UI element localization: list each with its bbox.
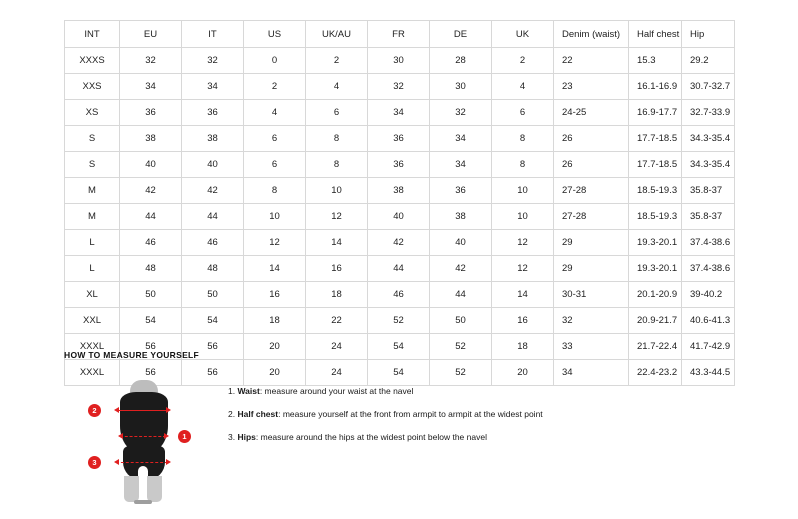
cell-eu: 48: [120, 256, 182, 282]
cell-de: 28: [430, 48, 492, 74]
cell-half-chest: 17.7-18.5: [629, 152, 682, 178]
cell-de: 40: [430, 230, 492, 256]
cell-it: 40: [182, 152, 244, 178]
cell-de: 30: [430, 74, 492, 100]
cell-us: 20: [244, 334, 306, 360]
cell-uk: 14: [492, 282, 554, 308]
cell-uk: 4: [492, 74, 554, 100]
cell-denim-waist: 27-28: [554, 178, 629, 204]
hips-measure-line: [116, 462, 168, 463]
cell-fr: 32: [368, 74, 430, 100]
waist-arrow-right: [164, 433, 169, 439]
cell-it: 48: [182, 256, 244, 282]
cell-fr: 52: [368, 308, 430, 334]
cell-de: 34: [430, 126, 492, 152]
cell-it: 42: [182, 178, 244, 204]
cell-fr: 34: [368, 100, 430, 126]
cell-hip: 37.4-38.6: [682, 230, 735, 256]
cell-uk-au: 24: [306, 334, 368, 360]
column-header-eu: EU: [120, 21, 182, 48]
instruction-half-chest-text: : measure yourself at the front from armpit to armpit at the widest point: [278, 409, 543, 420]
mannequin-leg-right: [147, 476, 162, 502]
cell-half-chest: 19.3-20.1: [629, 230, 682, 256]
column-header-uk-au: UK/AU: [306, 21, 368, 48]
cell-int: XL: [65, 282, 120, 308]
cell-hip: 32.7-33.9: [682, 100, 735, 126]
cell-uk: 18: [492, 334, 554, 360]
column-header-it: IT: [182, 21, 244, 48]
how-to-measure-title: HOW TO MEASURE YOURSELF: [64, 350, 200, 360]
cell-fr: 42: [368, 230, 430, 256]
cell-uk: 12: [492, 256, 554, 282]
cell-int: XXXS: [65, 48, 120, 74]
instruction-waist: [228, 386, 543, 396]
cell-uk-au: 8: [306, 126, 368, 152]
waist-arrow-left: [118, 433, 123, 439]
instruction-waist-text: : measure around your waist at the navel: [259, 386, 414, 396]
cell-hip: 41.7-42.9: [682, 334, 735, 360]
cell-it: 54: [182, 308, 244, 334]
cell-uk: 2: [492, 48, 554, 74]
cell-eu: 42: [120, 178, 182, 204]
mannequin-leg-left: [124, 476, 139, 502]
cell-half-chest: 18.5-19.3: [629, 204, 682, 230]
cell-us: 20: [244, 360, 306, 386]
cell-half-chest: 21.7-22.4: [629, 334, 682, 360]
table-body: [65, 48, 735, 386]
cell-denim-waist: 24-25: [554, 100, 629, 126]
how-to-measure-body: [64, 374, 744, 504]
cell-uk-au: 18: [306, 282, 368, 308]
cell-hip: 35.8-37: [682, 204, 735, 230]
cell-int: XXXL: [65, 334, 120, 360]
mannequin-stand: [134, 500, 152, 504]
cell-fr: 44: [368, 256, 430, 282]
column-header-half-chest: Half chest: [629, 21, 682, 48]
table-row: [65, 100, 735, 126]
instruction-half-chest-term: Half chest: [237, 409, 279, 420]
cell-fr: 40: [368, 204, 430, 230]
cell-int: M: [65, 204, 120, 230]
cell-uk-au: 12: [306, 204, 368, 230]
cell-us: 14: [244, 256, 306, 282]
cell-half-chest: 15.3: [629, 48, 682, 74]
measure-instructions: [228, 374, 543, 456]
cell-half-chest: 16.1-16.9: [629, 74, 682, 100]
column-header-denim-waist: Denim (waist): [554, 21, 629, 48]
cell-fr: 36: [368, 126, 430, 152]
cell-eu: 40: [120, 152, 182, 178]
badge-half-chest: 2: [88, 404, 101, 417]
cell-hip: 40.6-41.3: [682, 308, 735, 334]
cell-it: 46: [182, 230, 244, 256]
cell-int: XXXL: [65, 360, 120, 386]
cell-de: 38: [430, 204, 492, 230]
cell-half-chest: 22.4-23.2: [629, 360, 682, 386]
mannequin-body: [120, 392, 168, 454]
cell-denim-waist: 30-31: [554, 282, 629, 308]
half-chest-arrow-right: [166, 407, 171, 413]
half-chest-arrow-left: [114, 407, 119, 413]
badge-hips: 3: [88, 456, 101, 469]
cell-hip: 29.2: [682, 48, 735, 74]
table-row: [65, 48, 735, 74]
cell-us: 10: [244, 204, 306, 230]
cell-fr: 30: [368, 48, 430, 74]
cell-uk: 8: [492, 126, 554, 152]
column-header-de: DE: [430, 21, 492, 48]
column-header-us: US: [244, 21, 306, 48]
cell-de: 52: [430, 334, 492, 360]
cell-us: 0: [244, 48, 306, 74]
cell-int: XXS: [65, 74, 120, 100]
cell-int: L: [65, 230, 120, 256]
cell-eu: 46: [120, 230, 182, 256]
cell-it: 36: [182, 100, 244, 126]
cell-half-chest: 20.9-21.7: [629, 308, 682, 334]
table-row: [65, 126, 735, 152]
cell-denim-waist: 33: [554, 334, 629, 360]
cell-int: S: [65, 152, 120, 178]
column-header-int: INT: [65, 21, 120, 48]
cell-int: M: [65, 178, 120, 204]
cell-hip: 35.8-37: [682, 178, 735, 204]
instruction-hips-number: 3.: [228, 432, 236, 443]
cell-int: XXL: [65, 308, 120, 334]
cell-denim-waist: 26: [554, 126, 629, 152]
cell-uk: 16: [492, 308, 554, 334]
cell-it: 44: [182, 204, 244, 230]
badge-waist: 1: [178, 430, 191, 443]
cell-uk-au: 14: [306, 230, 368, 256]
cell-hip: 37.4-38.6: [682, 256, 735, 282]
cell-half-chest: 16.9-17.7: [629, 100, 682, 126]
cell-de: 32: [430, 100, 492, 126]
cell-hip: 34.3-35.4: [682, 126, 735, 152]
cell-hip: 39-40.2: [682, 282, 735, 308]
cell-denim-waist: 22: [554, 48, 629, 74]
cell-us: 16: [244, 282, 306, 308]
cell-eu: 32: [120, 48, 182, 74]
cell-us: 6: [244, 152, 306, 178]
how-to-measure-section: [64, 350, 744, 504]
cell-half-chest: 20.1-20.9: [629, 282, 682, 308]
cell-denim-waist: 23: [554, 74, 629, 100]
mannequin-torso: [114, 380, 172, 500]
cell-eu: 54: [120, 308, 182, 334]
cell-it: 32: [182, 48, 244, 74]
cell-fr: 54: [368, 360, 430, 386]
cell-int: S: [65, 126, 120, 152]
cell-hip: 34.3-35.4: [682, 152, 735, 178]
cell-eu: 44: [120, 204, 182, 230]
cell-de: 42: [430, 256, 492, 282]
size-chart-container: [64, 20, 734, 386]
column-header-uk: UK: [492, 21, 554, 48]
cell-de: 34: [430, 152, 492, 178]
cell-de: 52: [430, 360, 492, 386]
cell-fr: 36: [368, 152, 430, 178]
hips-arrow-left: [114, 459, 119, 465]
table-row: [65, 308, 735, 334]
cell-us: 2: [244, 74, 306, 100]
cell-hip: 43.3-44.5: [682, 360, 735, 386]
cell-eu: 36: [120, 100, 182, 126]
cell-eu: 56: [120, 360, 182, 386]
cell-denim-waist: 29: [554, 230, 629, 256]
table-row: [65, 152, 735, 178]
cell-us: 4: [244, 100, 306, 126]
hips-arrow-right: [166, 459, 171, 465]
waist-measure-line: [120, 436, 166, 437]
cell-it: 56: [182, 360, 244, 386]
cell-uk-au: 10: [306, 178, 368, 204]
cell-uk-au: 4: [306, 74, 368, 100]
cell-uk-au: 2: [306, 48, 368, 74]
cell-eu: 34: [120, 74, 182, 100]
cell-int: L: [65, 256, 120, 282]
cell-half-chest: 17.7-18.5: [629, 126, 682, 152]
cell-denim-waist: 29: [554, 256, 629, 282]
column-header-hip: Hip: [682, 21, 735, 48]
cell-us: 12: [244, 230, 306, 256]
table-row: [65, 74, 735, 100]
cell-uk-au: 8: [306, 152, 368, 178]
cell-half-chest: 18.5-19.3: [629, 178, 682, 204]
table-row: [65, 204, 735, 230]
cell-hip: 30.7-32.7: [682, 74, 735, 100]
cell-eu: 38: [120, 126, 182, 152]
cell-it: 34: [182, 74, 244, 100]
instruction-half-chest-number: 2.: [228, 409, 236, 420]
cell-de: 50: [430, 308, 492, 334]
cell-it: 56: [182, 334, 244, 360]
cell-uk-au: 16: [306, 256, 368, 282]
cell-us: 6: [244, 126, 306, 152]
cell-denim-waist: 32: [554, 308, 629, 334]
cell-denim-waist: 34: [554, 360, 629, 386]
instruction-hips: [228, 432, 543, 442]
cell-de: 36: [430, 178, 492, 204]
table-row: [65, 178, 735, 204]
mannequin-illustration: [86, 374, 206, 504]
cell-uk-au: 24: [306, 360, 368, 386]
cell-us: 8: [244, 178, 306, 204]
table-row: [65, 282, 735, 308]
cell-uk: 12: [492, 230, 554, 256]
half-chest-measure-line: [116, 410, 168, 411]
table-row: [65, 230, 735, 256]
cell-de: 44: [430, 282, 492, 308]
cell-uk-au: 6: [306, 100, 368, 126]
cell-us: 18: [244, 308, 306, 334]
cell-uk: 10: [492, 204, 554, 230]
cell-denim-waist: 26: [554, 152, 629, 178]
cell-uk: 8: [492, 152, 554, 178]
cell-eu: 50: [120, 282, 182, 308]
table-header-row: [65, 21, 735, 48]
cell-fr: 46: [368, 282, 430, 308]
cell-fr: 38: [368, 178, 430, 204]
instruction-half-chest: [228, 409, 543, 419]
instruction-hips-text: : measure around the hips at the widest point below the navel: [255, 432, 487, 443]
cell-half-chest: 19.3-20.1: [629, 256, 682, 282]
size-chart-table: [64, 20, 735, 386]
cell-it: 50: [182, 282, 244, 308]
cell-uk: 20: [492, 360, 554, 386]
cell-denim-waist: 27-28: [554, 204, 629, 230]
cell-int: XS: [65, 100, 120, 126]
instruction-waist-number: 1.: [228, 386, 236, 396]
column-header-fr: FR: [368, 21, 430, 48]
cell-uk: 10: [492, 178, 554, 204]
table-row: [65, 256, 735, 282]
cell-uk: 6: [492, 100, 554, 126]
cell-it: 38: [182, 126, 244, 152]
cell-fr: 54: [368, 334, 430, 360]
cell-eu: 56: [120, 334, 182, 360]
cell-uk-au: 22: [306, 308, 368, 334]
instruction-waist-term: Waist: [237, 386, 260, 396]
instruction-hips-term: Hips: [237, 432, 256, 443]
